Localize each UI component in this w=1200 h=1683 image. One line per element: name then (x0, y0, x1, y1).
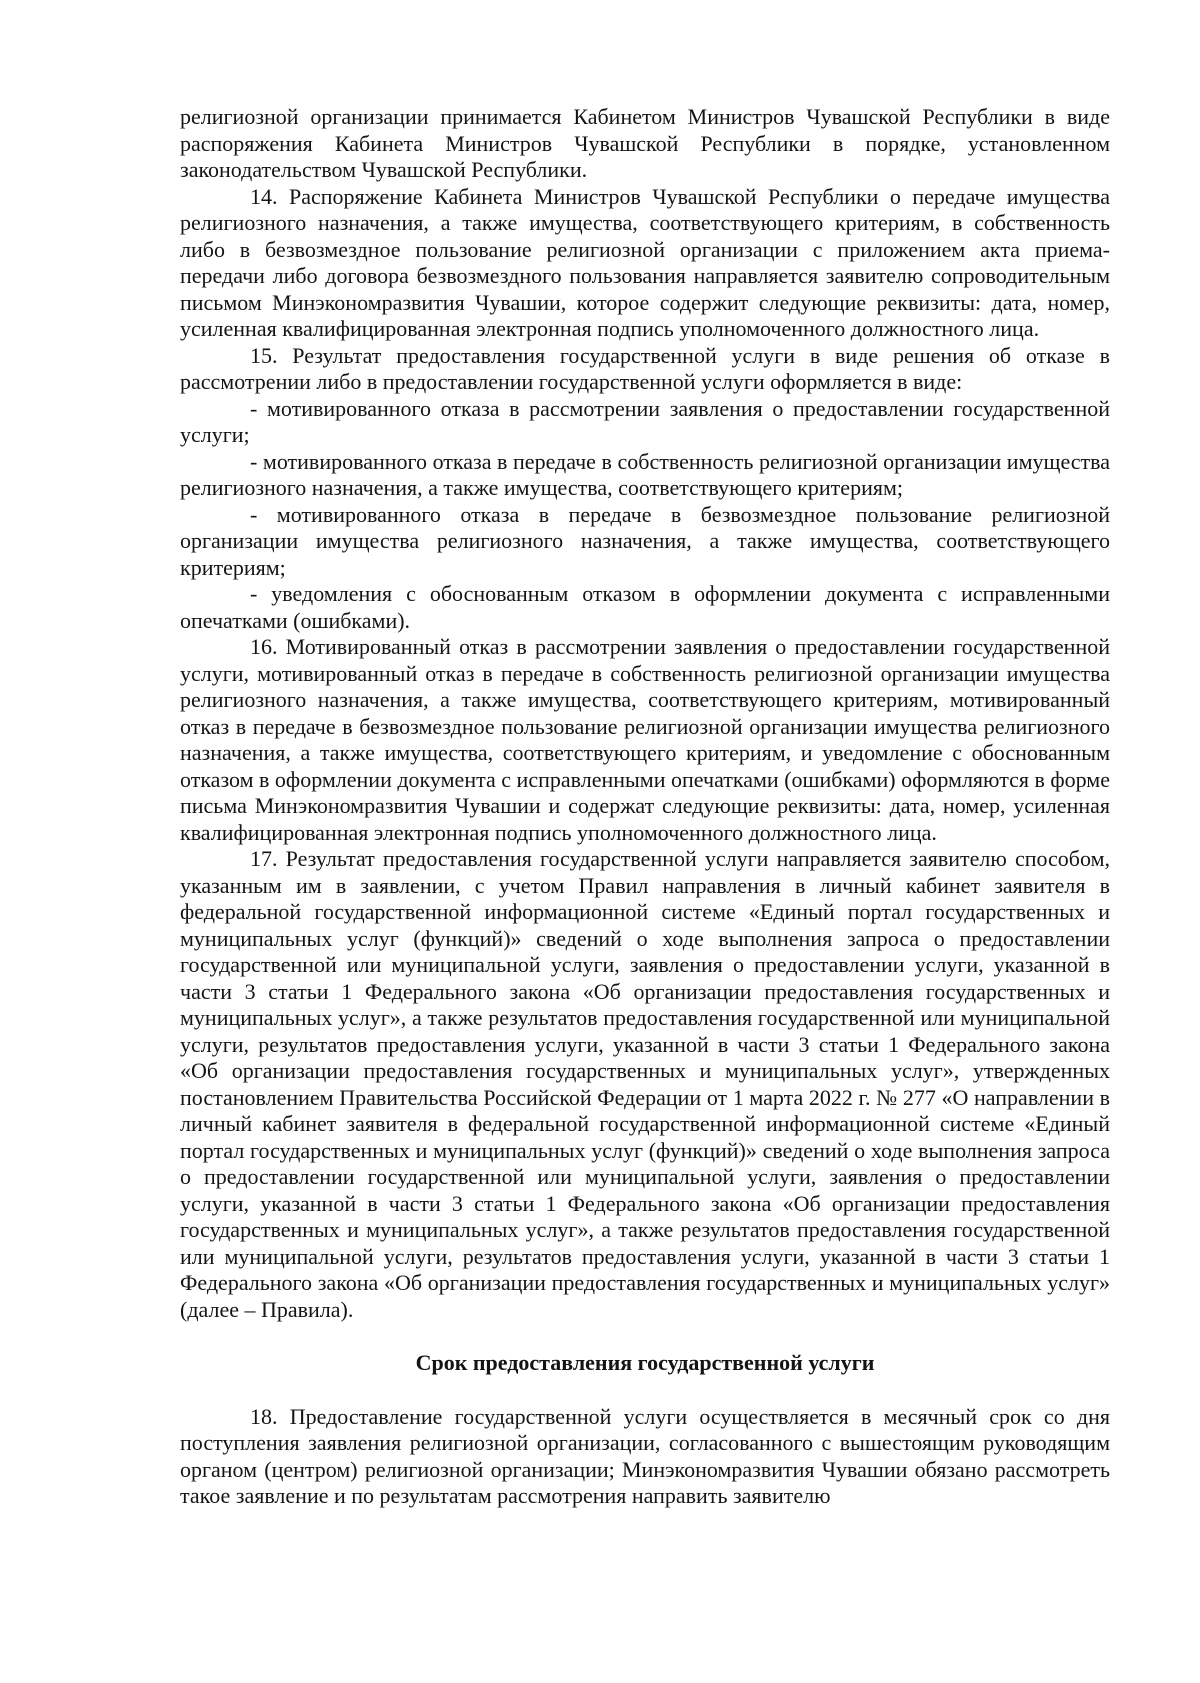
paragraph-14: 14. Распоряжение Кабинета Министров Чувашской Республики о передаче имущества религиозного назначения, а также имущества, соответствующего критериям, в собственность либо в безвозмездное пользование религиозной организации с приложением акта приема-передачи либо договора безвозмездного пользования направляется заявителю сопроводительным письмом Минэкономразвития Чувашии, которое содержит следующие реквизиты: дата, номер, усиленная квалифицированная электронная подпись уполномоченного должностного лица. (180, 183, 1110, 341)
paragraph-15-item-3: - мотивированного отказа в передаче в безвозмездное пользование религиозной организации имущества религиозного назначения, а также имущества, соответствующего критериям; (180, 501, 1110, 580)
paragraph-15-item-2: - мотивированного отказа в передаче в собственность религиозной организации имущества религиозного назначения, а также имущества, соответствующего критериям; (180, 448, 1110, 500)
paragraph-17: 17. Результат предоставления государственной услуги направляется заявителю способом, указанным им в заявлении, с учетом Правил направления в личный кабинет заявителя в федеральной государственной информационной системе «Единый портал государственных и муниципальных услуг (функций)» сведений о ходе выполнения запроса о предоставлении государственной или муниципальной услуги, заявления о предоставлении услуги, указанной в части 3 статьи 1 Федерального закона «Об организации предоставления государственных и муниципальных услуг», а также результатов предоставления государственной или муниципальной услуги, результатов предоставления услуги, указанной в части 3 статьи 1 Федерального закона «Об организации предоставления государственных и муниципальных услуг», утвержденных постановлением Правительства Российской Федерации от 1 марта 2022 г. № 277 «О направлении в личный кабинет заявителя в федеральной государственной информационной системе «Единый портал государственных и муниципальных услуг (функций)» сведений о ходе выполнения запроса о предоставлении государственной или муниципальной услуги, заявления о предоставлении услуги, указанной в части 3 статьи 1 Федерального закона «Об организации предоставления государственных и муниципальных услуг», а также результатов предоставления государственной или муниципальной услуги, результатов предоставления услуги, указанной в части 3 статьи 1 Федерального закона «Об организации предоставления государственных и муниципальных услуг» (далее – Правила). (180, 846, 1110, 1322)
paragraph-continuation: религиозной организации принимается Кабинетом Министров Чувашской Республики в виде распоряжения Кабинета Министров Чувашской Республики в порядке, установленном законодательством Чувашской Республики. (180, 104, 1110, 182)
paragraph-18: 18. Предоставление государственной услуги осуществляется в месячный срок со дня поступления заявления религиозной организации, согласованного с вышестоящим руководящим органом (центром) религиозной организации; Минэкономразвития Чувашии обязано рассмотреть такое заявление и по результатам рассмотрения направить заявителю (180, 1403, 1110, 1508)
paragraph-15-item-1: - мотивированного отказа в рассмотрении заявления о предоставлении государственной услуги; (180, 395, 1110, 447)
paragraph-15: 15. Результат предоставления государственной услуги в виде решения об отказе в рассмотрении либо в предоставлении государственной услуги оформляется в виде: (180, 342, 1110, 394)
document-page (180, 104, 1110, 1510)
paragraph-16: 16. Мотивированный отказ в рассмотрении заявления о предоставлении государственной услуги, мотивированный отказ в передаче в собственность религиозной организации имущества религиозного назначения, а также имущества, соответствующего критериям, мотивированный отказ в передаче в безвозмездное пользование религиозной организации имущества религиозного назначения, а также имущества, соответствующего критериям, и уведомление с обоснованным отказом в оформлении документа с исправленными опечатками (ошибками) оформляются в форме письма Минэкономразвития Чувашии и содержат следующие реквизиты: дата, номер, усиленная квалифицированная электронная подпись уполномоченного должностного лица. (180, 634, 1110, 845)
section-heading: Срок предоставления государственной услуги (415, 1350, 875, 1375)
paragraph-15-item-4: - уведомления с обоснованным отказом в оформлении документа с исправленными опечатками (ошибками). (180, 581, 1110, 633)
